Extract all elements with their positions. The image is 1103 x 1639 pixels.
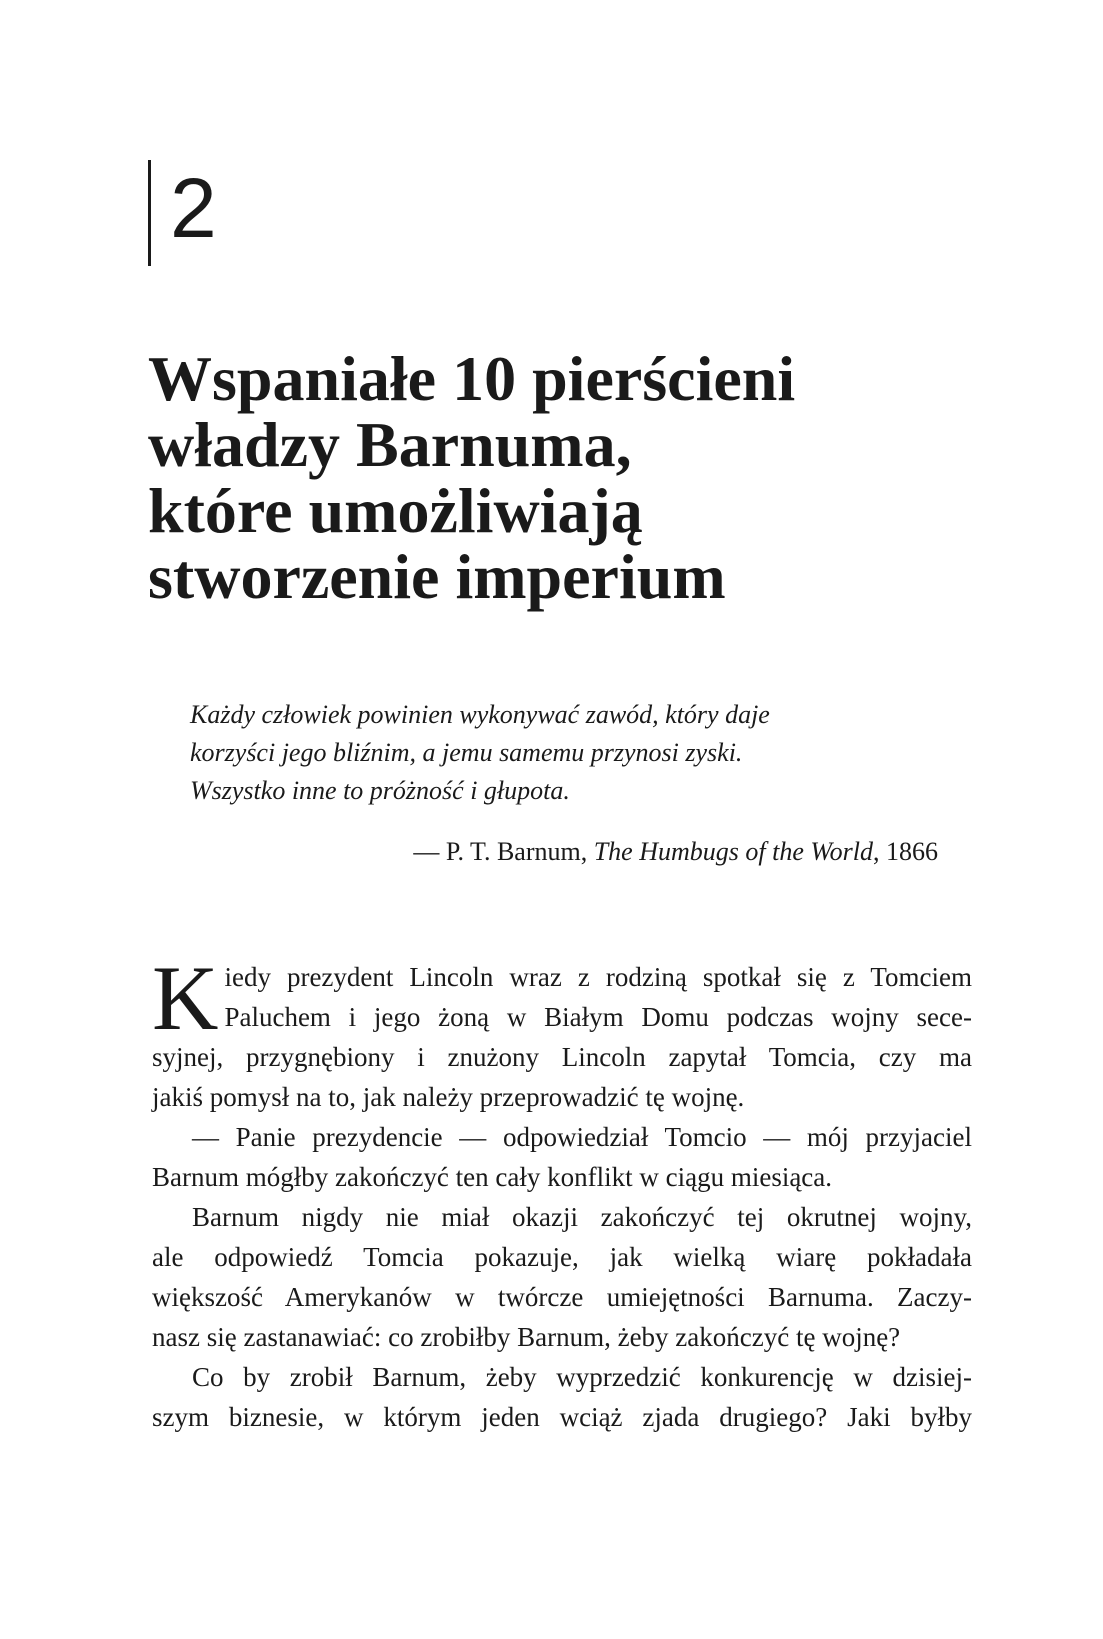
chapter-title — [148, 343, 1008, 612]
chapter-title-line: władzy Barnuma, — [148, 409, 632, 480]
body-text — [152, 947, 972, 1437]
chapter-title-line: które umożliwiają — [148, 475, 643, 546]
chapter-number-rule — [148, 160, 151, 266]
epigraph-line: Wszystko inne to próżność i głupota. — [190, 776, 570, 805]
text-line: ale odpowiedź Tomcia pokazuje, jak wielką wiarę pokładała — [152, 1242, 972, 1272]
chapter-title-line: stworzenie imperium — [148, 541, 726, 612]
epigraph-line: korzyści jego bliźnim, a jemu samemu przynosi zyski. — [190, 738, 743, 767]
epigraph-source-suffix: , 1866 — [873, 837, 938, 866]
paragraph-4 — [152, 1357, 972, 1437]
epigraph — [190, 696, 950, 810]
text-line: — Panie prezydencie — odpowiedział Tomcio — mój przyjaciel — [192, 1122, 972, 1152]
epigraph-source-prefix: — P. T. Barnum, — [413, 837, 594, 866]
epigraph-line: Każdy człowiek powinien wykonywać zawód, który daje — [190, 700, 770, 729]
epigraph-source-work: The Humbugs of the World — [593, 837, 873, 866]
chapter-title-line: Wspaniałe 10 pierścieni — [148, 343, 796, 414]
text-line: Co by zrobił Barnum, żeby wyprzedzić konkurencję w dzisiej- — [192, 1362, 972, 1392]
text-line: Barnum mógłby zakończyć ten cały konflikt w ciągu miesiąca. — [152, 1162, 833, 1192]
text-line: jakiś pomysł na to, jak należy przeprowadzić tę wojnę. — [152, 1082, 745, 1112]
drop-cap: K — [152, 947, 219, 1049]
paragraph-3 — [152, 1197, 972, 1357]
text-line: Barnum nigdy nie miał okazji zakończyć tej okrutnej wojny, — [192, 1202, 972, 1232]
epigraph-attribution — [413, 833, 938, 871]
text-line: syjnej, przygnębiony i znużony Lincoln zapytał Tomcia, czy ma — [152, 1042, 972, 1072]
text-line: Paluchem i jego żoną w Białym Domu podczas wojny sece- — [224, 1002, 972, 1032]
paragraph-1 — [152, 947, 972, 1117]
chapter-number: 2 — [170, 161, 217, 255]
text-line: nasz się zastanawiać: co zrobiłby Barnum, żeby zakończyć tę wojnę? — [152, 1322, 901, 1352]
paragraph-2 — [152, 1117, 972, 1197]
text-line: szym biznesie, w którym jeden wciąż zjada drugiego? Jaki byłby — [152, 1402, 972, 1432]
text-line: większość Amerykanów w twórcze umiejętności Barnuma. Zaczy- — [152, 1282, 972, 1312]
text-line: iedy prezydent Lincoln wraz z rodziną spotkał się z Tomciem — [224, 962, 972, 992]
